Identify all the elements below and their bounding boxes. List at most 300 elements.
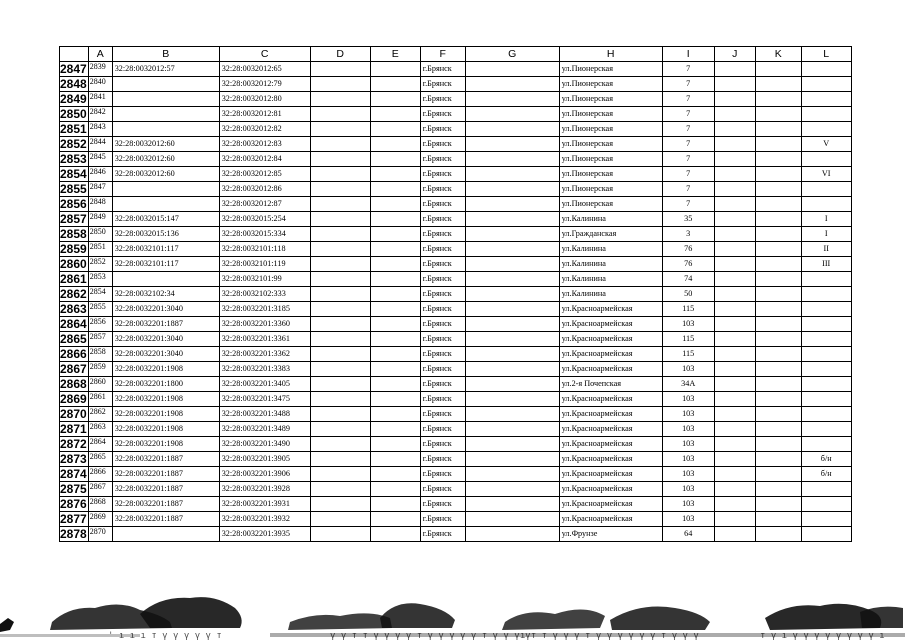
cell-d[interactable]	[310, 332, 370, 347]
cell-h[interactable]: ул.Красноармейская	[559, 512, 662, 527]
cell-k[interactable]	[755, 467, 801, 482]
row-number[interactable]: 2866	[60, 347, 87, 361]
cell-f[interactable]: г.Брянск	[420, 347, 465, 362]
cell-k[interactable]	[755, 377, 801, 392]
cell-b[interactable]: 32:28:0032015:136	[112, 227, 219, 242]
cell-d[interactable]	[310, 407, 370, 422]
row-number[interactable]: 2858	[60, 227, 87, 241]
cell-i[interactable]: 103	[662, 407, 714, 422]
cell-k[interactable]	[755, 482, 801, 497]
cell-h[interactable]: ул.Пионерская	[559, 197, 662, 212]
cell-a[interactable]: 2850	[88, 227, 112, 242]
cell-h[interactable]: ул.2-я Почепская	[559, 377, 662, 392]
cell-f[interactable]: г.Брянск	[420, 137, 465, 152]
cell-i[interactable]: 115	[662, 332, 714, 347]
cell-h[interactable]: ул.Пионерская	[559, 167, 662, 182]
cell-l[interactable]	[801, 362, 851, 377]
cell-j[interactable]	[714, 377, 755, 392]
cell-j[interactable]	[714, 287, 755, 302]
cell-k[interactable]	[755, 527, 801, 542]
cell-k[interactable]	[755, 107, 801, 122]
cell-f[interactable]: г.Брянск	[420, 272, 465, 287]
cell-h[interactable]: ул.Калинина	[559, 242, 662, 257]
column-header-i[interactable]: I	[662, 47, 714, 62]
cell-k[interactable]	[755, 62, 801, 77]
row-number[interactable]: 2849	[60, 92, 87, 106]
cell-b[interactable]: 32:28:0032201:1887	[112, 467, 219, 482]
cell-a[interactable]: 2864	[88, 437, 112, 452]
cell-l[interactable]	[801, 197, 851, 212]
cell-b[interactable]: 32:28:0032012:60	[112, 137, 219, 152]
cell-g[interactable]	[465, 182, 559, 197]
cell-d[interactable]	[310, 392, 370, 407]
cell-d[interactable]	[310, 467, 370, 482]
cell-c[interactable]: 32:28:0032012:80	[219, 92, 310, 107]
cell-g[interactable]	[465, 77, 559, 92]
cell-c[interactable]: 32:28:0032201:3490	[219, 437, 310, 452]
cell-c[interactable]: 32:28:0032201:3489	[219, 422, 310, 437]
cell-c[interactable]: 32:28:0032201:3185	[219, 302, 310, 317]
cell-i[interactable]: 7	[662, 182, 714, 197]
cell-c[interactable]: 32:28:0032201:3405	[219, 377, 310, 392]
cell-d[interactable]	[310, 452, 370, 467]
cell-c[interactable]: 32:28:0032015:334	[219, 227, 310, 242]
row-number[interactable]: 2870	[60, 407, 87, 421]
cell-f[interactable]: г.Брянск	[420, 287, 465, 302]
cell-a[interactable]: 2852	[88, 257, 112, 272]
cell-a[interactable]: 2867	[88, 482, 112, 497]
row-number[interactable]: 2867	[60, 362, 87, 376]
cell-a[interactable]: 2839	[88, 62, 112, 77]
cell-l[interactable]	[801, 347, 851, 362]
cell-i[interactable]: 103	[662, 467, 714, 482]
cell-l[interactable]	[801, 437, 851, 452]
cell-k[interactable]	[755, 452, 801, 467]
cell-d[interactable]	[310, 422, 370, 437]
cell-l[interactable]	[801, 287, 851, 302]
cell-e[interactable]	[370, 107, 420, 122]
cell-g[interactable]	[465, 362, 559, 377]
cell-g[interactable]	[465, 257, 559, 272]
cell-d[interactable]	[310, 197, 370, 212]
cell-h[interactable]: ул.Красноармейская	[559, 362, 662, 377]
cell-j[interactable]	[714, 152, 755, 167]
cell-k[interactable]	[755, 332, 801, 347]
cell-d[interactable]	[310, 212, 370, 227]
row-number[interactable]: 2862	[60, 287, 87, 301]
cell-d[interactable]	[310, 272, 370, 287]
column-header-e[interactable]: E	[370, 47, 420, 62]
cell-e[interactable]	[370, 512, 420, 527]
cell-i[interactable]: 103	[662, 512, 714, 527]
cell-b[interactable]: 32:28:0032201:1887	[112, 317, 219, 332]
cell-e[interactable]	[370, 437, 420, 452]
cell-f[interactable]: г.Брянск	[420, 527, 465, 542]
cell-g[interactable]	[465, 212, 559, 227]
cell-c[interactable]: 32:28:0032012:84	[219, 152, 310, 167]
cell-l[interactable]: б/н	[801, 467, 851, 482]
cell-g[interactable]	[465, 302, 559, 317]
cell-k[interactable]	[755, 212, 801, 227]
row-number[interactable]: 2861	[60, 272, 87, 286]
cell-f[interactable]: г.Брянск	[420, 62, 465, 77]
cell-h[interactable]: ул.Пионерская	[559, 107, 662, 122]
cell-g[interactable]	[465, 437, 559, 452]
cell-a[interactable]: 2849	[88, 212, 112, 227]
row-number[interactable]: 2863	[60, 302, 87, 316]
cell-h[interactable]: ул.Красноармейская	[559, 422, 662, 437]
cell-i[interactable]: 103	[662, 452, 714, 467]
cell-f[interactable]: г.Брянск	[420, 482, 465, 497]
cell-h[interactable]: ул.Пионерская	[559, 92, 662, 107]
cell-c[interactable]: 32:28:0032101:119	[219, 257, 310, 272]
cell-i[interactable]: 74	[662, 272, 714, 287]
cell-k[interactable]	[755, 437, 801, 452]
cell-l[interactable]	[801, 512, 851, 527]
column-header-c[interactable]: C	[219, 47, 310, 62]
cell-j[interactable]	[714, 407, 755, 422]
cell-j[interactable]	[714, 512, 755, 527]
column-header-h[interactable]: H	[559, 47, 662, 62]
row-number[interactable]: 2848	[60, 77, 87, 91]
cell-h[interactable]: ул.Красноармейская	[559, 482, 662, 497]
cell-k[interactable]	[755, 512, 801, 527]
cell-k[interactable]	[755, 182, 801, 197]
cell-d[interactable]	[310, 287, 370, 302]
cell-g[interactable]	[465, 137, 559, 152]
row-number[interactable]: 2865	[60, 332, 87, 346]
cell-e[interactable]	[370, 152, 420, 167]
cell-c[interactable]: 32:28:0032201:3488	[219, 407, 310, 422]
cell-k[interactable]	[755, 257, 801, 272]
cell-k[interactable]	[755, 167, 801, 182]
cell-k[interactable]	[755, 272, 801, 287]
cell-f[interactable]: г.Брянск	[420, 92, 465, 107]
row-number[interactable]: 2869	[60, 392, 87, 406]
cell-d[interactable]	[310, 317, 370, 332]
cell-a[interactable]: 2843	[88, 122, 112, 137]
cell-l[interactable]	[801, 182, 851, 197]
cell-j[interactable]	[714, 422, 755, 437]
cell-f[interactable]: г.Брянск	[420, 377, 465, 392]
cell-l[interactable]	[801, 497, 851, 512]
cell-h[interactable]: ул.Калинина	[559, 272, 662, 287]
cell-i[interactable]: 76	[662, 257, 714, 272]
cell-l[interactable]	[801, 152, 851, 167]
cell-e[interactable]	[370, 332, 420, 347]
cell-b[interactable]: 32:28:0032201:1908	[112, 407, 219, 422]
cell-k[interactable]	[755, 407, 801, 422]
cell-g[interactable]	[465, 107, 559, 122]
cell-h[interactable]: ул.Калинина	[559, 257, 662, 272]
cell-g[interactable]	[465, 92, 559, 107]
cell-a[interactable]: 2847	[88, 182, 112, 197]
cell-b[interactable]	[112, 197, 219, 212]
column-header-l[interactable]: L	[801, 47, 851, 62]
cell-l[interactable]	[801, 122, 851, 137]
row-number[interactable]: 2878	[60, 527, 87, 541]
row-number[interactable]: 2847	[60, 62, 87, 76]
cell-i[interactable]: 7	[662, 107, 714, 122]
cell-c[interactable]: 32:28:0032201:3906	[219, 467, 310, 482]
cell-c[interactable]: 32:28:0032201:3475	[219, 392, 310, 407]
cell-f[interactable]: г.Брянск	[420, 302, 465, 317]
cell-d[interactable]	[310, 482, 370, 497]
cell-j[interactable]	[714, 467, 755, 482]
cell-g[interactable]	[465, 287, 559, 302]
row-number[interactable]: 2875	[60, 482, 87, 496]
cell-d[interactable]	[310, 122, 370, 137]
cell-g[interactable]	[465, 197, 559, 212]
cell-h[interactable]: ул.Красноармейская	[559, 347, 662, 362]
cell-f[interactable]: г.Брянск	[420, 512, 465, 527]
row-number[interactable]: 2851	[60, 122, 87, 136]
cell-k[interactable]	[755, 152, 801, 167]
cell-f[interactable]: г.Брянск	[420, 242, 465, 257]
cell-a[interactable]: 2865	[88, 452, 112, 467]
cell-k[interactable]	[755, 92, 801, 107]
row-number[interactable]: 2872	[60, 437, 87, 451]
row-number[interactable]: 2850	[60, 107, 87, 121]
cell-j[interactable]	[714, 107, 755, 122]
cell-a[interactable]: 2866	[88, 467, 112, 482]
cell-e[interactable]	[370, 122, 420, 137]
cell-k[interactable]	[755, 362, 801, 377]
cell-d[interactable]	[310, 92, 370, 107]
cell-f[interactable]: г.Брянск	[420, 437, 465, 452]
cell-k[interactable]	[755, 77, 801, 92]
cell-f[interactable]: г.Брянск	[420, 197, 465, 212]
cell-l[interactable]	[801, 377, 851, 392]
cell-e[interactable]	[370, 422, 420, 437]
cell-b[interactable]: 32:28:0032015:147	[112, 212, 219, 227]
row-number[interactable]: 2856	[60, 197, 87, 211]
cell-i[interactable]: 103	[662, 497, 714, 512]
cell-j[interactable]	[714, 302, 755, 317]
cell-k[interactable]	[755, 497, 801, 512]
cell-k[interactable]	[755, 302, 801, 317]
cell-l[interactable]: VI	[801, 167, 851, 182]
cell-g[interactable]	[465, 482, 559, 497]
cell-f[interactable]: г.Брянск	[420, 227, 465, 242]
cell-i[interactable]: 103	[662, 422, 714, 437]
cell-g[interactable]	[465, 422, 559, 437]
cell-a[interactable]: 2863	[88, 422, 112, 437]
cell-f[interactable]: г.Брянск	[420, 467, 465, 482]
cell-g[interactable]	[465, 62, 559, 77]
cell-a[interactable]: 2851	[88, 242, 112, 257]
cell-d[interactable]	[310, 77, 370, 92]
cell-h[interactable]: ул.Калинина	[559, 287, 662, 302]
cell-b[interactable]: 32:28:0032201:1887	[112, 512, 219, 527]
cell-h[interactable]: ул.Красноармейская	[559, 497, 662, 512]
cell-d[interactable]	[310, 167, 370, 182]
cell-i[interactable]: 115	[662, 302, 714, 317]
cell-h[interactable]: ул.Калинина	[559, 212, 662, 227]
cell-k[interactable]	[755, 227, 801, 242]
cell-a[interactable]: 2853	[88, 272, 112, 287]
cell-d[interactable]	[310, 182, 370, 197]
cell-h[interactable]: ул.Красноармейская	[559, 467, 662, 482]
cell-l[interactable]	[801, 62, 851, 77]
cell-e[interactable]	[370, 287, 420, 302]
cell-l[interactable]	[801, 392, 851, 407]
cell-f[interactable]: г.Брянск	[420, 107, 465, 122]
cell-c[interactable]: 32:28:0032012:79	[219, 77, 310, 92]
row-number[interactable]: 2873	[60, 452, 87, 466]
cell-e[interactable]	[370, 182, 420, 197]
cell-e[interactable]	[370, 137, 420, 152]
row-number[interactable]: 2877	[60, 512, 87, 526]
cell-c[interactable]: 32:28:0032201:3905	[219, 452, 310, 467]
cell-a[interactable]: 2844	[88, 137, 112, 152]
cell-i[interactable]: 50	[662, 287, 714, 302]
cell-c[interactable]: 32:28:0032102:333	[219, 287, 310, 302]
cell-j[interactable]	[714, 227, 755, 242]
cell-h[interactable]: ул.Красноармейская	[559, 317, 662, 332]
cell-j[interactable]	[714, 317, 755, 332]
cell-a[interactable]: 2840	[88, 77, 112, 92]
cell-j[interactable]	[714, 137, 755, 152]
cell-b[interactable]	[112, 122, 219, 137]
cell-i[interactable]: 34А	[662, 377, 714, 392]
row-number[interactable]: 2859	[60, 242, 87, 256]
cell-a[interactable]: 2858	[88, 347, 112, 362]
cell-h[interactable]: ул.Красноармейская	[559, 407, 662, 422]
cell-i[interactable]: 35	[662, 212, 714, 227]
cell-l[interactable]	[801, 107, 851, 122]
cell-a[interactable]: 2861	[88, 392, 112, 407]
cell-c[interactable]: 32:28:0032012:82	[219, 122, 310, 137]
cell-b[interactable]: 32:28:0032201:1887	[112, 452, 219, 467]
cell-j[interactable]	[714, 242, 755, 257]
cell-i[interactable]: 7	[662, 122, 714, 137]
cell-g[interactable]	[465, 347, 559, 362]
cell-a[interactable]: 2848	[88, 197, 112, 212]
cell-f[interactable]: г.Брянск	[420, 422, 465, 437]
cell-d[interactable]	[310, 227, 370, 242]
cell-h[interactable]: ул.Пионерская	[559, 182, 662, 197]
cell-j[interactable]	[714, 182, 755, 197]
column-header-b[interactable]: B	[112, 47, 219, 62]
cell-b[interactable]	[112, 272, 219, 287]
cell-c[interactable]: 32:28:0032012:81	[219, 107, 310, 122]
cell-e[interactable]	[370, 497, 420, 512]
cell-l[interactable]: II	[801, 242, 851, 257]
cell-h[interactable]: ул.Красноармейская	[559, 332, 662, 347]
cell-i[interactable]: 115	[662, 347, 714, 362]
cell-g[interactable]	[465, 497, 559, 512]
cell-b[interactable]: 32:28:0032201:3040	[112, 302, 219, 317]
cell-a[interactable]: 2869	[88, 512, 112, 527]
cell-a[interactable]: 2868	[88, 497, 112, 512]
cell-e[interactable]	[370, 527, 420, 542]
cell-l[interactable]	[801, 317, 851, 332]
cell-g[interactable]	[465, 332, 559, 347]
cell-h[interactable]: ул.Гражданская	[559, 227, 662, 242]
cell-e[interactable]	[370, 92, 420, 107]
cell-b[interactable]: 32:28:0032201:1908	[112, 392, 219, 407]
cell-f[interactable]: г.Брянск	[420, 407, 465, 422]
cell-b[interactable]: 32:28:0032201:3040	[112, 347, 219, 362]
cell-a[interactable]: 2846	[88, 167, 112, 182]
cell-f[interactable]: г.Брянск	[420, 152, 465, 167]
cell-e[interactable]	[370, 377, 420, 392]
cell-f[interactable]: г.Брянск	[420, 167, 465, 182]
cell-g[interactable]	[465, 452, 559, 467]
cell-c[interactable]: 32:28:0032012:85	[219, 167, 310, 182]
cell-c[interactable]: 32:28:0032201:3360	[219, 317, 310, 332]
cell-a[interactable]: 2842	[88, 107, 112, 122]
cell-a[interactable]: 2841	[88, 92, 112, 107]
cell-d[interactable]	[310, 242, 370, 257]
cell-k[interactable]	[755, 122, 801, 137]
cell-j[interactable]	[714, 212, 755, 227]
cell-e[interactable]	[370, 347, 420, 362]
cell-h[interactable]: ул.Пионерская	[559, 77, 662, 92]
cell-l[interactable]	[801, 407, 851, 422]
cell-i[interactable]: 7	[662, 152, 714, 167]
cell-j[interactable]	[714, 92, 755, 107]
cell-e[interactable]	[370, 482, 420, 497]
cell-j[interactable]	[714, 392, 755, 407]
row-number[interactable]: 2860	[60, 257, 87, 271]
cell-f[interactable]: г.Брянск	[420, 257, 465, 272]
cell-h[interactable]: ул.Фрунзе	[559, 527, 662, 542]
cell-c[interactable]: 32:28:0032201:3362	[219, 347, 310, 362]
cell-j[interactable]	[714, 272, 755, 287]
cell-i[interactable]: 103	[662, 392, 714, 407]
cell-k[interactable]	[755, 287, 801, 302]
cell-c[interactable]: 32:28:0032101:118	[219, 242, 310, 257]
row-number[interactable]: 2864	[60, 317, 87, 331]
cell-a[interactable]: 2859	[88, 362, 112, 377]
cell-b[interactable]: 32:28:0032201:1800	[112, 377, 219, 392]
cell-h[interactable]: ул.Пионерская	[559, 137, 662, 152]
cell-e[interactable]	[370, 317, 420, 332]
cell-b[interactable]: 32:28:0032101:117	[112, 257, 219, 272]
cell-g[interactable]	[465, 272, 559, 287]
cell-i[interactable]: 7	[662, 77, 714, 92]
cell-k[interactable]	[755, 317, 801, 332]
column-header-d[interactable]: D	[310, 47, 370, 62]
cell-j[interactable]	[714, 62, 755, 77]
cell-b[interactable]: 32:28:0032101:117	[112, 242, 219, 257]
cell-e[interactable]	[370, 167, 420, 182]
cell-g[interactable]	[465, 527, 559, 542]
cell-g[interactable]	[465, 317, 559, 332]
cell-a[interactable]: 2862	[88, 407, 112, 422]
cell-i[interactable]: 103	[662, 437, 714, 452]
cell-b[interactable]: 32:28:0032201:1887	[112, 497, 219, 512]
cell-e[interactable]	[370, 392, 420, 407]
cell-f[interactable]: г.Брянск	[420, 392, 465, 407]
cell-e[interactable]	[370, 362, 420, 377]
cell-k[interactable]	[755, 392, 801, 407]
cell-d[interactable]	[310, 107, 370, 122]
cell-j[interactable]	[714, 347, 755, 362]
cell-g[interactable]	[465, 512, 559, 527]
cell-f[interactable]: г.Брянск	[420, 332, 465, 347]
cell-d[interactable]	[310, 257, 370, 272]
cell-l[interactable]: III	[801, 257, 851, 272]
cell-j[interactable]	[714, 122, 755, 137]
cell-c[interactable]: 32:28:0032201:3383	[219, 362, 310, 377]
cell-i[interactable]: 7	[662, 92, 714, 107]
cell-c[interactable]: 32:28:0032012:86	[219, 182, 310, 197]
cell-k[interactable]	[755, 137, 801, 152]
cell-j[interactable]	[714, 332, 755, 347]
